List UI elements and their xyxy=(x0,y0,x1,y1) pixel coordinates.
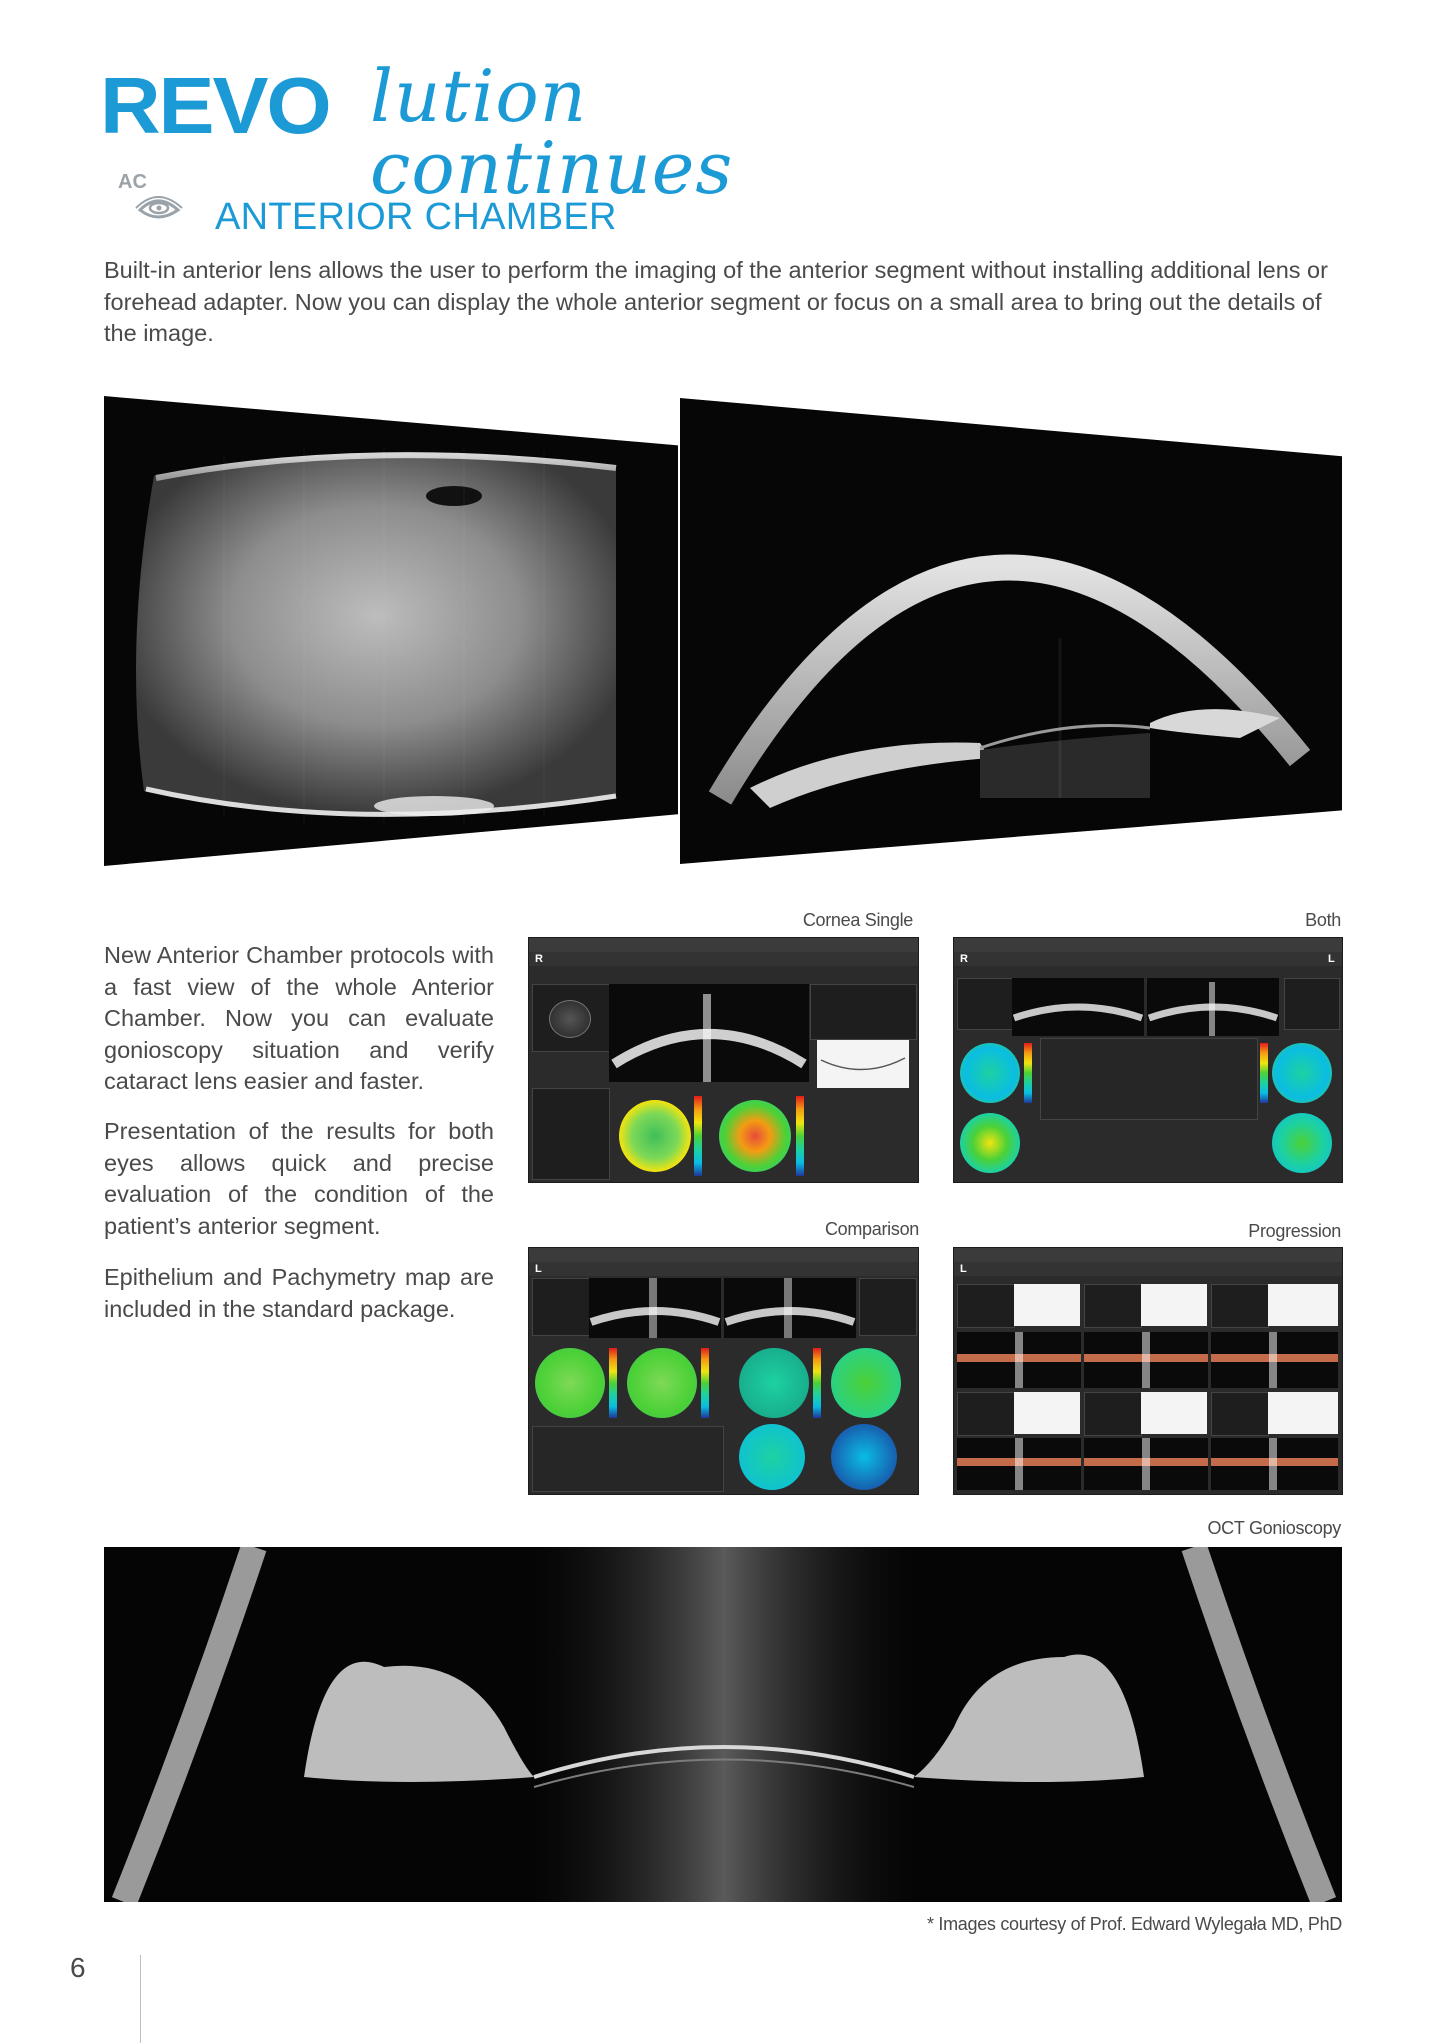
oct-anterior-segment-image xyxy=(680,398,1342,864)
brand-script-tagline: lution continues xyxy=(370,54,734,210)
progression-screenshot xyxy=(953,1247,1343,1495)
eye-indicator: L xyxy=(535,1263,542,1275)
eye-indicator-right: R xyxy=(960,953,968,965)
protocols-paragraph: New Anterior Chamber protocols with a fast view of the whole Anterior Chamber. Now you can evaluate gonioscopy situation and verify cataract lens easier and faster. xyxy=(104,942,494,1094)
gonioscopy-caption: OCT Gonioscopy xyxy=(1207,1518,1341,1538)
page-number: 6 xyxy=(70,1952,86,1983)
section-title: ANTERIOR CHAMBER xyxy=(215,196,617,238)
oct-gonioscopy-image xyxy=(104,1547,1342,1902)
eye-indicator: L xyxy=(960,1263,967,1275)
intro-paragraph: Built-in anterior lens allows the user to perform the imaging of the anterior segment without installing additional lens or forehead adapter. Now you can display the whole anterior segment or focus on a small area to bring out the details of the image. xyxy=(104,257,1328,346)
eye-indicator: R xyxy=(535,953,543,965)
both-caption: Both xyxy=(1305,910,1341,930)
brand-revo-wordmark: REVO xyxy=(100,61,330,150)
image-credit: * Images courtesy of Prof. Edward Wylegała MD, PhD xyxy=(926,1914,1342,1934)
maps-paragraph: Epithelium and Pachymetry map are included in the standard package. xyxy=(104,1264,494,1322)
page-divider xyxy=(140,1955,141,2043)
cornea-single-caption: Cornea Single xyxy=(802,910,913,930)
cornea-single-screenshot xyxy=(528,937,919,1183)
both-eyes-paragraph: Presentation of the results for both eyes allows quick and precise evaluation of the condition of the patient’s anterior segment. xyxy=(104,1118,494,1239)
comparison-caption: Comparison xyxy=(824,1219,919,1239)
ac-label: AC xyxy=(118,171,147,193)
comparison-screenshot xyxy=(528,1247,919,1495)
progression-caption: Progression xyxy=(1248,1221,1341,1241)
eye-indicator-left: L xyxy=(1328,953,1335,965)
both-eyes-screenshot xyxy=(953,937,1343,1183)
oct-lens-image xyxy=(104,396,678,866)
